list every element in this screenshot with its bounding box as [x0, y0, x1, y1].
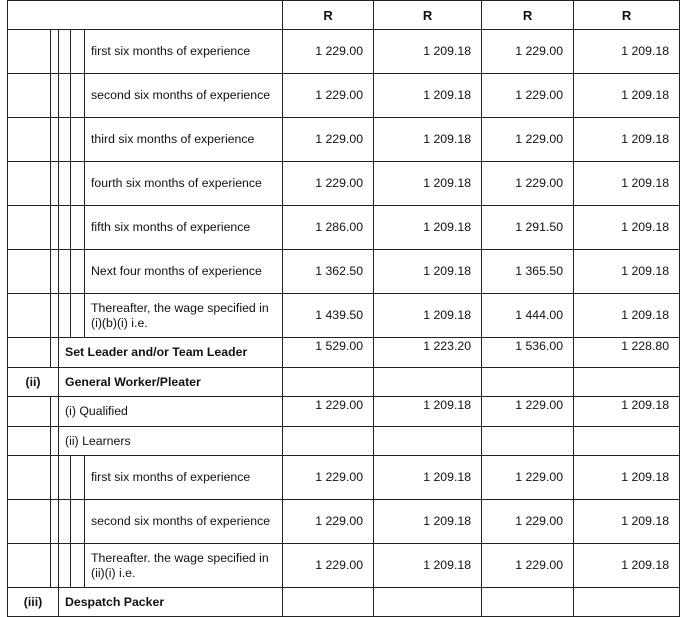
- row-label: third six months of experience: [85, 118, 283, 162]
- wage-value: 1 229.00: [283, 544, 374, 588]
- wage-value: 1 209.18: [574, 118, 680, 162]
- wage-value: 1 229.00: [283, 500, 374, 544]
- wage-value: 1 229.00: [283, 30, 374, 74]
- section-number: (iii): [8, 588, 59, 617]
- wage-value: 1 209.18: [374, 250, 482, 294]
- wage-value: 1 228.80: [574, 338, 680, 368]
- table-row: [8, 206, 680, 250]
- wage-value: 1 229.00: [283, 118, 374, 162]
- table-row: [8, 456, 680, 500]
- row-label: Next four months of experience: [85, 250, 283, 294]
- row-label: Thereafter. the wage specified in (ii)(i) i.e.: [85, 544, 283, 588]
- section-row: [8, 368, 680, 397]
- header-row: [8, 1, 680, 30]
- wage-value: 1 209.18: [574, 162, 680, 206]
- wage-value: 1 362.50: [283, 250, 374, 294]
- section-number: (ii): [8, 368, 59, 397]
- wage-value: 1 209.18: [574, 30, 680, 74]
- wage-value: 1 365.50: [482, 250, 574, 294]
- wage-value: 1 229.00: [482, 74, 574, 118]
- table-row: [8, 250, 680, 294]
- wage-value: 1 229.00: [283, 456, 374, 500]
- wage-value: 1 536.00: [482, 338, 574, 368]
- currency-label: R: [482, 1, 574, 30]
- table-row: [8, 30, 680, 74]
- wage-value: 1 209.18: [374, 74, 482, 118]
- wage-value: 1 229.00: [283, 397, 374, 427]
- wage-value: 1 223.20: [374, 338, 482, 368]
- section-title: Despatch Packer: [59, 588, 283, 617]
- wage-value: 1 439.50: [283, 294, 374, 338]
- wage-value: 1 209.18: [374, 294, 482, 338]
- wage-value: 1 229.00: [482, 544, 574, 588]
- wage-value: 1 229.00: [482, 500, 574, 544]
- wage-value: 1 229.00: [283, 74, 374, 118]
- wage-table: [7, 0, 680, 617]
- wage-value: 1 209.18: [574, 397, 680, 427]
- wage-value: 1 291.50: [482, 206, 574, 250]
- wage-value: 1 209.18: [374, 30, 482, 74]
- currency-label: R: [374, 1, 482, 30]
- wage-value: 1 229.00: [482, 397, 574, 427]
- wage-value: 1 209.18: [374, 162, 482, 206]
- row-label: fifth six months of experience: [85, 206, 283, 250]
- wage-value: 1 209.18: [574, 250, 680, 294]
- table-row: [8, 544, 680, 588]
- row-label: fourth six months of experience: [85, 162, 283, 206]
- wage-value: 1 444.00: [482, 294, 574, 338]
- row-label: (i) Qualified: [59, 397, 283, 427]
- wage-value: 1 209.18: [574, 294, 680, 338]
- wage-value: 1 209.18: [374, 397, 482, 427]
- wage-value: 1 209.18: [574, 206, 680, 250]
- row-label: first six months of experience: [85, 456, 283, 500]
- wage-value: 1 209.18: [574, 74, 680, 118]
- table-row: [8, 338, 680, 368]
- wage-value: 1 209.18: [374, 500, 482, 544]
- wage-value: 1 229.00: [482, 30, 574, 74]
- section-row: [8, 588, 680, 617]
- row-label: Set Leader and/or Team Leader: [59, 338, 283, 368]
- table-row: [8, 162, 680, 206]
- wage-value: 1 209.18: [374, 118, 482, 162]
- wage-value: 1 286.00: [283, 206, 374, 250]
- table-row: [8, 294, 680, 338]
- table-row: [8, 397, 680, 427]
- row-label: first six months of experience: [85, 30, 283, 74]
- wage-value: 1 529.00: [283, 338, 374, 368]
- wage-value: 1 209.18: [574, 544, 680, 588]
- wage-value: 1 209.18: [374, 456, 482, 500]
- wage-value: 1 229.00: [482, 456, 574, 500]
- currency-label: R: [574, 1, 680, 30]
- wage-value: 1 229.00: [283, 162, 374, 206]
- wage-value: 1 209.18: [374, 206, 482, 250]
- wage-value: 1 229.00: [482, 118, 574, 162]
- row-label: second six months of experience: [85, 74, 283, 118]
- wage-value: 1 209.18: [574, 456, 680, 500]
- table-row: [8, 118, 680, 162]
- section-title: General Worker/Pleater: [59, 368, 283, 397]
- table-row: [8, 500, 680, 544]
- wage-value: 1 229.00: [482, 162, 574, 206]
- table-row: [8, 427, 680, 456]
- wage-value: 1 209.18: [574, 500, 680, 544]
- row-label: Thereafter, the wage specified in (i)(b)(i) i.e.: [85, 294, 283, 338]
- wage-value: 1 209.18: [374, 544, 482, 588]
- table-row: [8, 74, 680, 118]
- currency-label: R: [283, 1, 374, 30]
- row-label: (ii) Learners: [59, 427, 283, 456]
- row-label: second six months of experience: [85, 500, 283, 544]
- header-blank-cell: [8, 1, 283, 30]
